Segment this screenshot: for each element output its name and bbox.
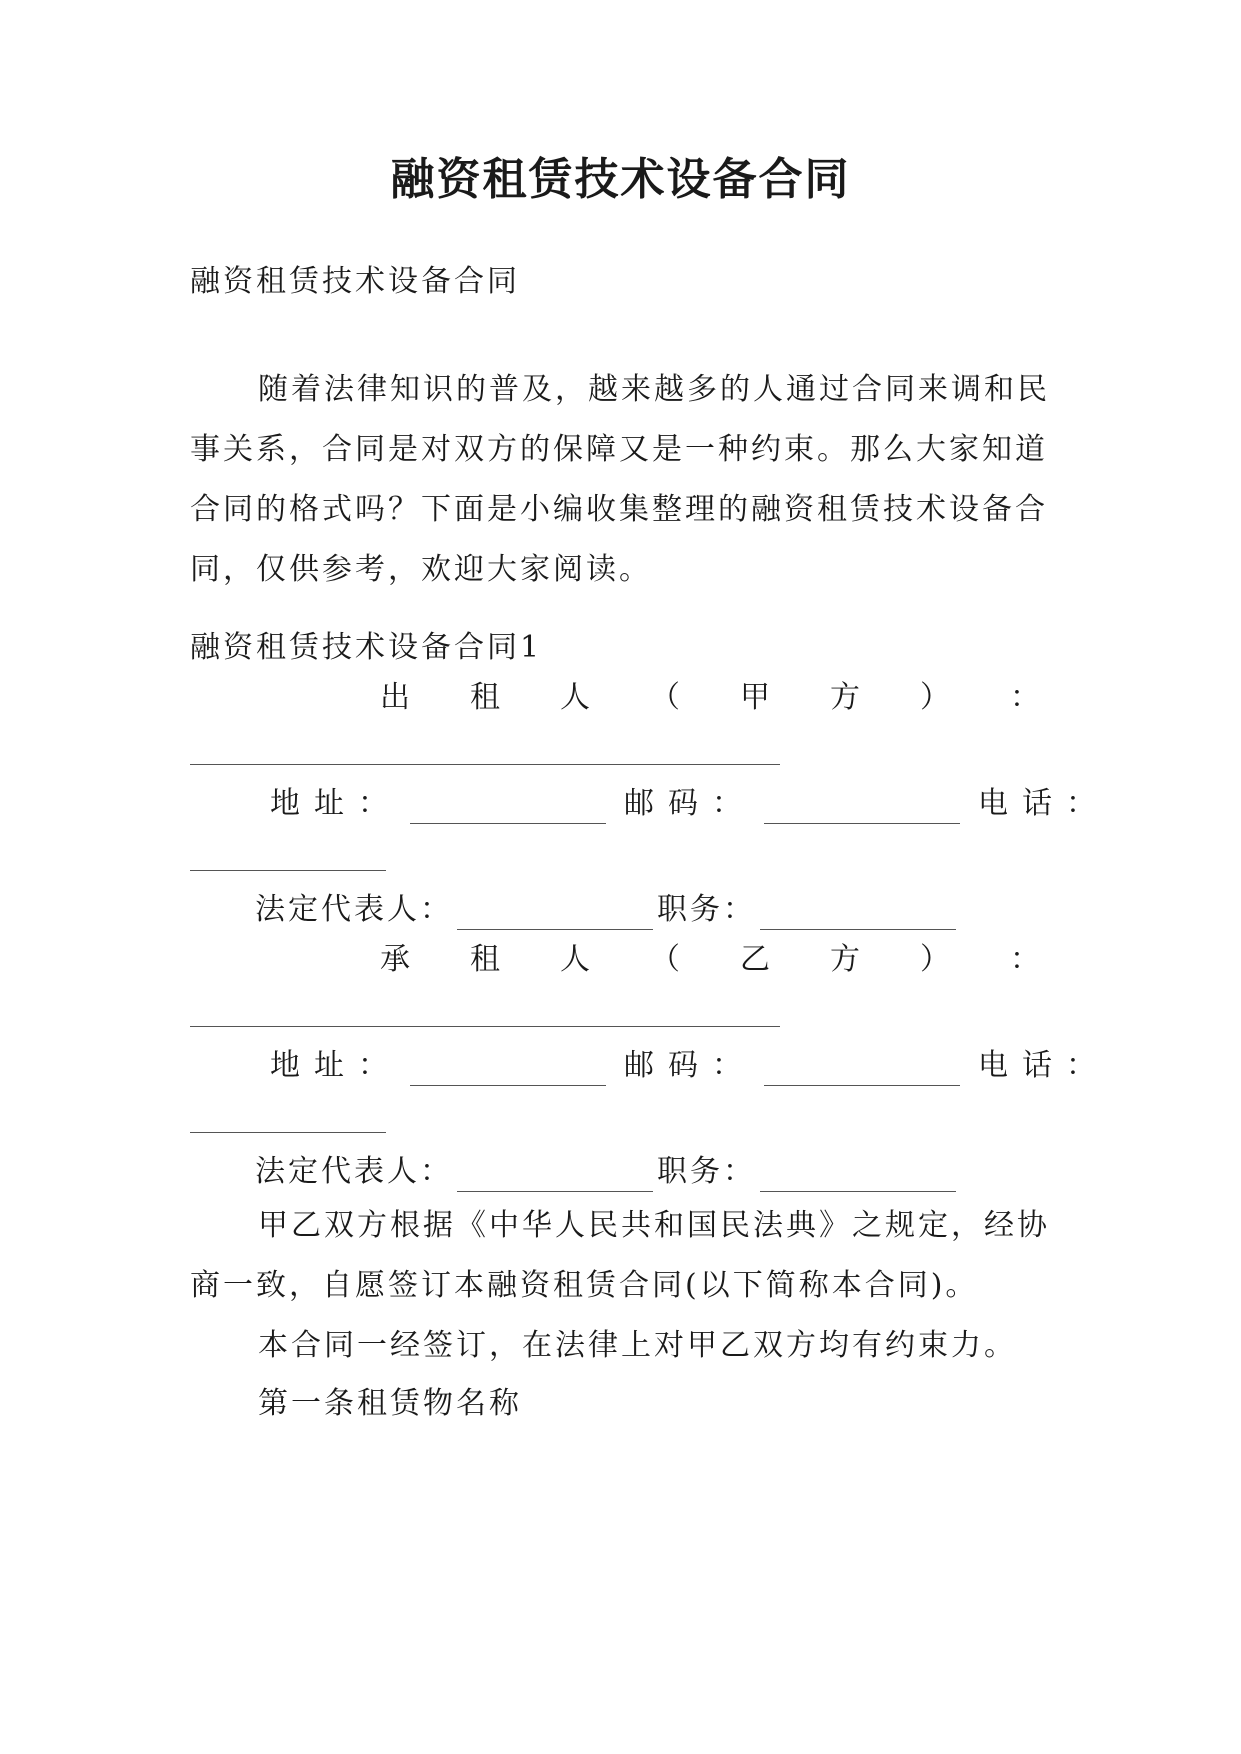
section-heading: 融资租赁技术设备合同1 — [190, 630, 543, 665]
party-b-name-blank — [190, 1026, 780, 1027]
heading-char: 方 — [830, 942, 860, 977]
heading-char: ） — [920, 942, 950, 977]
phone-label: 电话： — [978, 1048, 1110, 1083]
rep-label: 法定代表人： — [255, 1154, 453, 1189]
heading-char: 承 — [380, 942, 410, 977]
party-a-contact-row — [270, 784, 1110, 824]
address-label: 地址： — [270, 786, 402, 821]
heading-char: 甲 — [740, 680, 770, 715]
party-b-phone-blank — [190, 1132, 386, 1133]
agreement-paragraph: 甲乙双方根据《中华人民共和国民法典》之规定，经协商一致，自愿签订本融资租赁合同(以下简称本合同)。 — [190, 1208, 1050, 1303]
heading-char: ） — [920, 680, 950, 715]
heading-char: 租 — [470, 680, 500, 715]
heading-char: ： — [1010, 680, 1040, 715]
party-a-heading — [380, 678, 1040, 718]
party-b-contact-row — [270, 1046, 1110, 1086]
address-label: 地址： — [270, 1048, 402, 1083]
postcode-label: 邮码： — [624, 786, 756, 821]
binding-paragraph: 本合同一经签订，在法律上对甲乙双方均有约束力。 — [258, 1328, 1017, 1363]
position-label: 职务： — [657, 892, 756, 927]
heading-char: 乙 — [740, 942, 770, 977]
phone-label: 电话： — [978, 786, 1110, 821]
position-blank — [760, 899, 956, 930]
heading-char: 人 — [560, 942, 590, 977]
heading-char: 人 — [560, 680, 590, 715]
heading-char: 方 — [830, 680, 860, 715]
party-a-phone-blank — [190, 870, 386, 871]
postcode-blank — [764, 793, 960, 824]
heading-char: 出 — [380, 680, 410, 715]
postcode-blank — [764, 1055, 960, 1086]
intro-paragraph: 随着法律知识的普及，越来越多的人通过合同来调和民事关系，合同是对双方的保障又是一种约束。那么大家知道合同的格式吗？下面是小编收集整理的融资租赁技术设备合同，仅供参考，欢迎大家阅读。 — [190, 372, 1050, 587]
postcode-label: 邮码： — [624, 1048, 756, 1083]
heading-char: （ — [650, 680, 680, 715]
address-blank — [410, 1055, 606, 1086]
heading-char: ： — [1010, 942, 1040, 977]
rep-label: 法定代表人： — [255, 892, 453, 927]
heading-char: （ — [650, 942, 680, 977]
party-b-heading — [380, 940, 1040, 980]
document-title: 融资租赁技术设备合同 — [390, 154, 851, 205]
position-blank — [760, 1161, 956, 1192]
rep-blank — [457, 899, 653, 930]
document-subtitle: 融资租赁技术设备合同 — [190, 264, 520, 299]
address-blank — [410, 793, 606, 824]
article-1-heading: 第一条租赁物名称 — [258, 1386, 522, 1421]
position-label: 职务： — [657, 1154, 756, 1189]
party-b-rep-row — [255, 1152, 960, 1192]
party-a-rep-row — [255, 890, 960, 930]
heading-char: 租 — [470, 942, 500, 977]
party-a-name-blank — [190, 764, 780, 765]
rep-blank — [457, 1161, 653, 1192]
